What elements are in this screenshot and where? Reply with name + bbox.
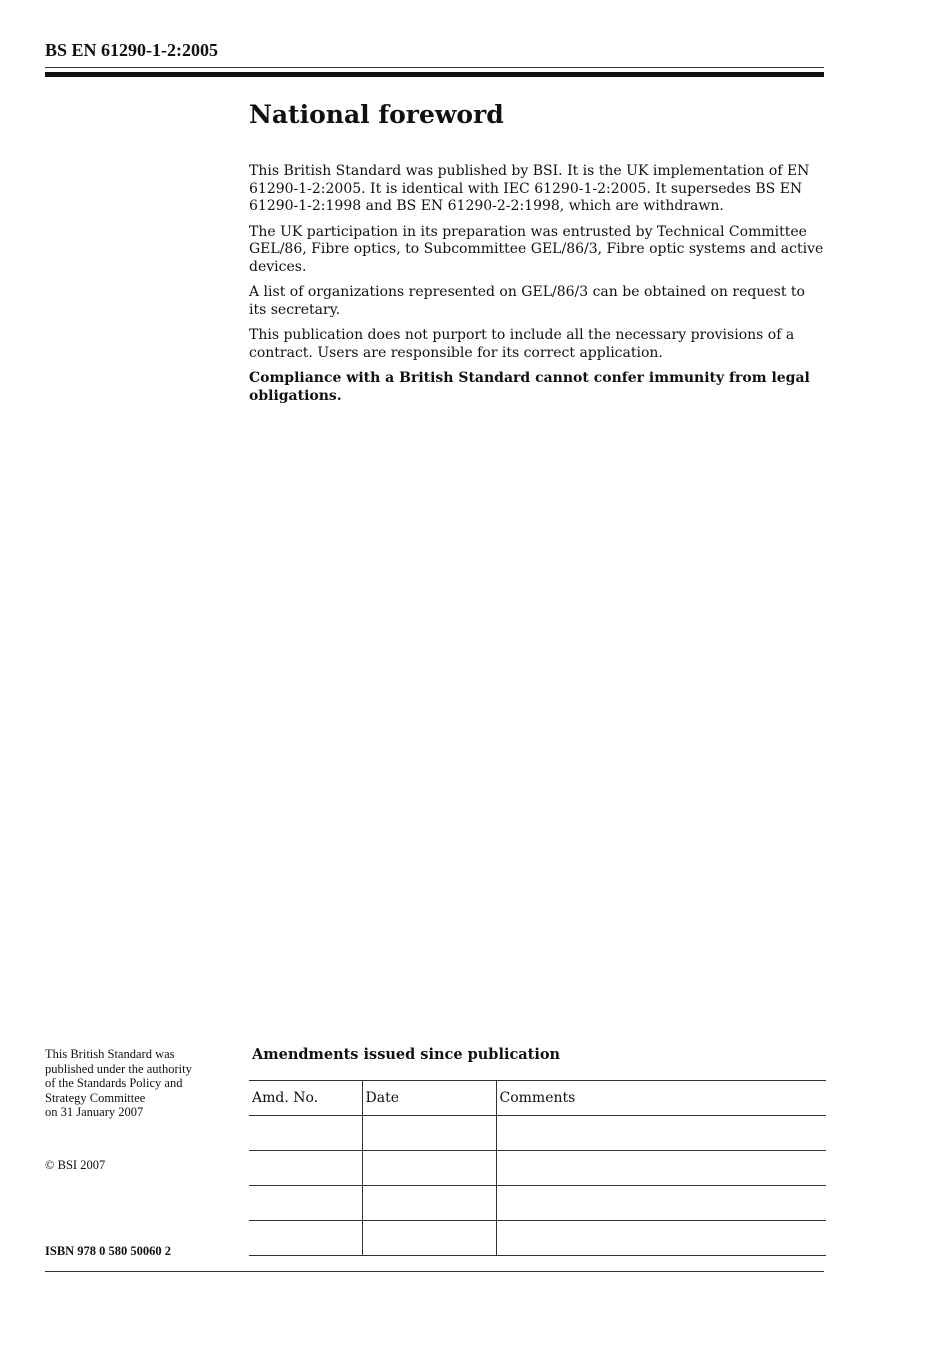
publication-note-line: published under the authority xyxy=(45,1061,192,1076)
column-header-comments: Comments xyxy=(496,1081,826,1116)
publication-note-line: on 31 January 2007 xyxy=(45,1105,144,1119)
header-rule-thick xyxy=(45,72,824,77)
table-cell xyxy=(362,1186,496,1221)
column-header-amd-no: Amd. No. xyxy=(249,1081,362,1116)
table-cell xyxy=(249,1186,362,1221)
column-header-date: Date xyxy=(362,1081,496,1116)
publication-note-line: Strategy Committee xyxy=(45,1090,146,1105)
paragraph-disclaimer: This publication does not purport to include all the necessary provisions of a contract. Users are responsible for its correct application. xyxy=(249,327,795,361)
table-cell xyxy=(496,1186,826,1221)
foreword-body xyxy=(249,163,824,413)
publication-note-line: This British Standard was xyxy=(45,1047,175,1061)
copyright: © BSI 2007 xyxy=(45,1158,106,1172)
table-cell xyxy=(496,1151,826,1186)
publication-note-line: of the Standards Policy and xyxy=(45,1076,183,1090)
amendments-title: Amendments issued since publication xyxy=(252,1046,561,1063)
table-cell xyxy=(362,1151,496,1186)
table-header-row xyxy=(249,1081,826,1116)
table-cell xyxy=(249,1151,362,1186)
compliance-note: Compliance with a British Standard cannot confer immunity from legal obligations. xyxy=(249,370,810,404)
isbn: ISBN 978 0 580 50060 2 xyxy=(45,1244,172,1258)
amendments-table xyxy=(249,1080,826,1256)
paragraph-publication: This British Standard was published by BSI. It is the UK implementation of EN 61290-1-2:2005. It is identical with IEC 61290-1-2:2005. It supersedes BS EN 61290-1-2:1998 and BS EN 61290-2-2:1998, which are withdrawn. xyxy=(249,163,810,214)
table-row xyxy=(249,1186,826,1221)
publication-note xyxy=(45,1047,235,1120)
table-row xyxy=(249,1151,826,1186)
table-cell xyxy=(249,1116,362,1151)
table-row xyxy=(249,1116,826,1151)
paragraph-organizations: A list of organizations represented on GEL/86/3 can be obtained on request to its secretary. xyxy=(249,284,805,318)
table-cell xyxy=(496,1221,826,1256)
table-cell xyxy=(496,1116,826,1151)
table-cell xyxy=(362,1221,496,1256)
header-rule-thin xyxy=(45,67,824,68)
table-cell xyxy=(249,1221,362,1256)
table-row xyxy=(249,1221,826,1256)
table-cell xyxy=(362,1116,496,1151)
footer-rule xyxy=(45,1271,824,1272)
paragraph-participation: The UK participation in its preparation was entrusted by Technical Committee GEL/86, Fibre optics, to Subcommittee GEL/86/3, Fibre optic systems and active devices. xyxy=(249,223,824,275)
document-id: BS EN 61290-1-2:2005 xyxy=(45,40,219,60)
page-title: National foreword xyxy=(249,100,504,129)
